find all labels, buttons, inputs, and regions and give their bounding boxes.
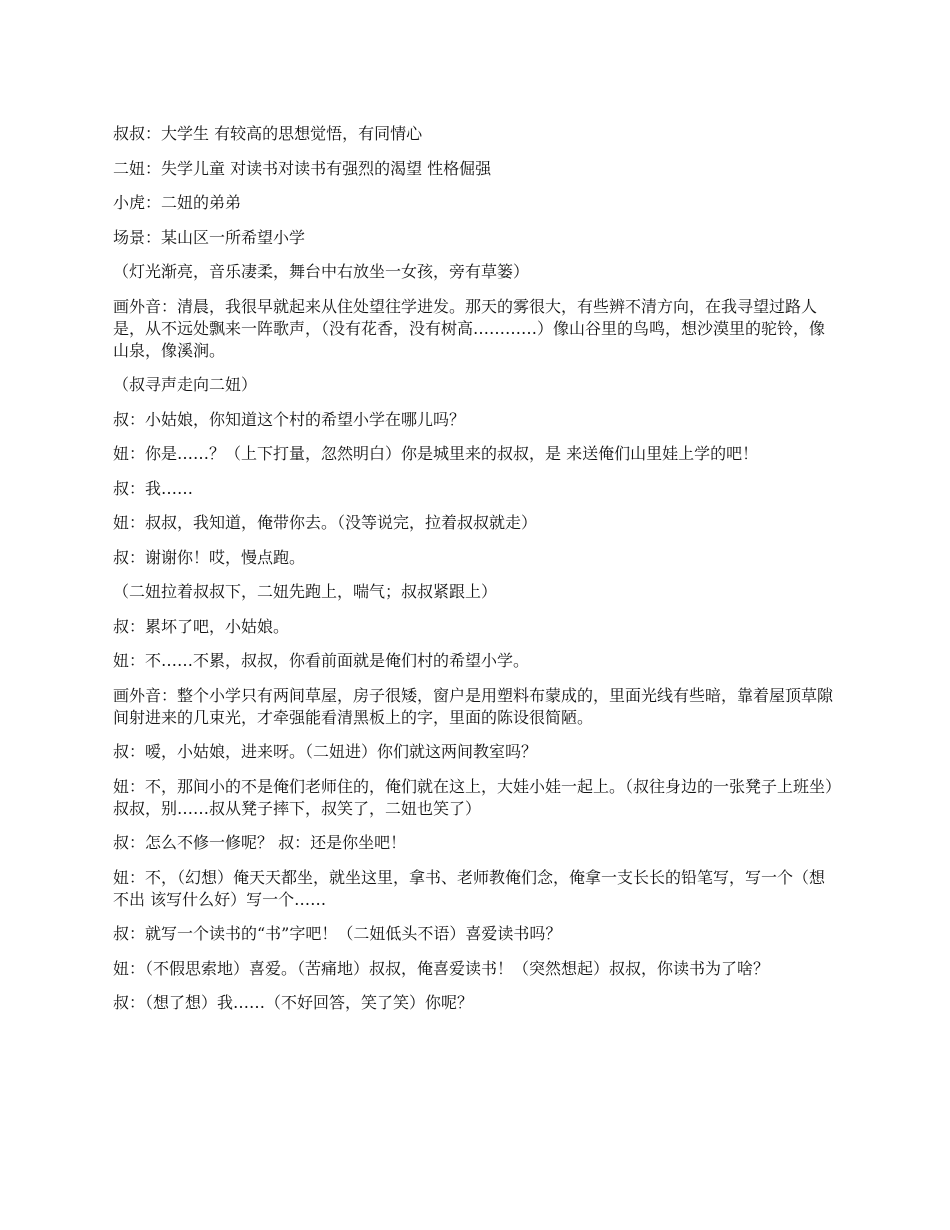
scene-setting: 场景：某山区一所希望小学 — [113, 227, 306, 247]
dialogue-line: 妞：你是……？（上下打量，忽然明白）你是城里来的叔叔，是 来送俺们山里娃上学的吧！ — [113, 444, 759, 463]
dialogue-line: 妞：不，（幻想）俺天天都坐，就坐这里，拿书、老师教俺们念，俺拿一支长长的铅笔写，写一个（想不出 该写什么好）写一个…… — [113, 867, 826, 909]
character-xiaohu: 小虎：二妞的弟弟 — [113, 193, 242, 212]
dialogue-line: 叔：嗳，小姑娘，进来呀。（二妞进）你们就这两间教室吗？ — [113, 742, 538, 761]
voiceover-paragraph: 画外音：整个小学只有两间草屋，房子很矮，窗户是用塑料布蒙成的，里面光线有些暗，靠着屋顶草隙间射进来的几束光，才牵强能看清黑板上的字，里面的陈设很简陋。 — [113, 685, 834, 727]
dialogue-line: 叔：我…… — [113, 478, 194, 498]
dialogue-line: 叔：怎么不修一修呢？ 叔：还是你坐吧！ — [113, 833, 407, 852]
stage-direction: （叔寻声走向二妞） — [113, 375, 258, 394]
document-page — [113, 123, 840, 1027]
stage-direction: （灯光渐亮，音乐凄柔，舞台中右放坐一女孩，旁有草篓） — [113, 262, 530, 281]
dialogue-line: 叔：就写一个读书的“书”字吧！（二妞低头不语）喜爱读书吗？ — [113, 924, 562, 943]
character-erniu: 二妞：失学儿童 对读书对读书有强烈的渴望 性格倔强 — [113, 158, 492, 178]
character-uncle: 叔叔：大学生 有较高的思想觉悟，有同情心 — [113, 124, 423, 143]
dialogue-line: 叔：（想了想）我……（不好回答，笑了笑）你呢？ — [113, 993, 474, 1012]
dialogue-line: 叔：累坏了吧，小姑娘。 — [113, 616, 290, 636]
dialogue-line: 妞：（不假思索地）喜爱。（苦痛地）叔叔，俺喜爱读书！（突然想起）叔叔，你读书为了啥？ — [113, 958, 770, 978]
stage-direction: （二妞拉着叔叔下，二妞先跑上，喘气；叔叔紧跟上） — [113, 582, 498, 601]
dialogue-line: 叔：小姑娘，你知道这个村的希望小学在哪儿吗？ — [113, 409, 466, 429]
dialogue-line: 妞：叔叔，我知道，俺带你去。（没等说完，拉着叔叔就走） — [113, 513, 538, 532]
voiceover-paragraph: 画外音：清晨，我很早就起来从住处望往学进发。那天的雾很大，有些辨不清方向，在我寻望过路人是，从不远处飘来一阵歌声，（没有花香，没有树高…………）像山谷里的鸟鸣，想沙漠里的驼铃，像山泉，像溪涧。 — [113, 296, 826, 360]
dialogue-line: 妞：不……不累，叔叔，你看前面就是俺们村的希望小学。 — [113, 651, 530, 670]
dialogue-line: 妞：不，那间小的不是俺们老师住的，俺们就在这上，大娃小娃一起上。（叔往身边的一张凳子上班坐）叔叔，别……叔从凳子摔下，叔笑了，二妞也笑了） — [113, 776, 834, 818]
dialogue-line: 叔：谢谢你！哎，慢点跑。 — [113, 547, 306, 567]
